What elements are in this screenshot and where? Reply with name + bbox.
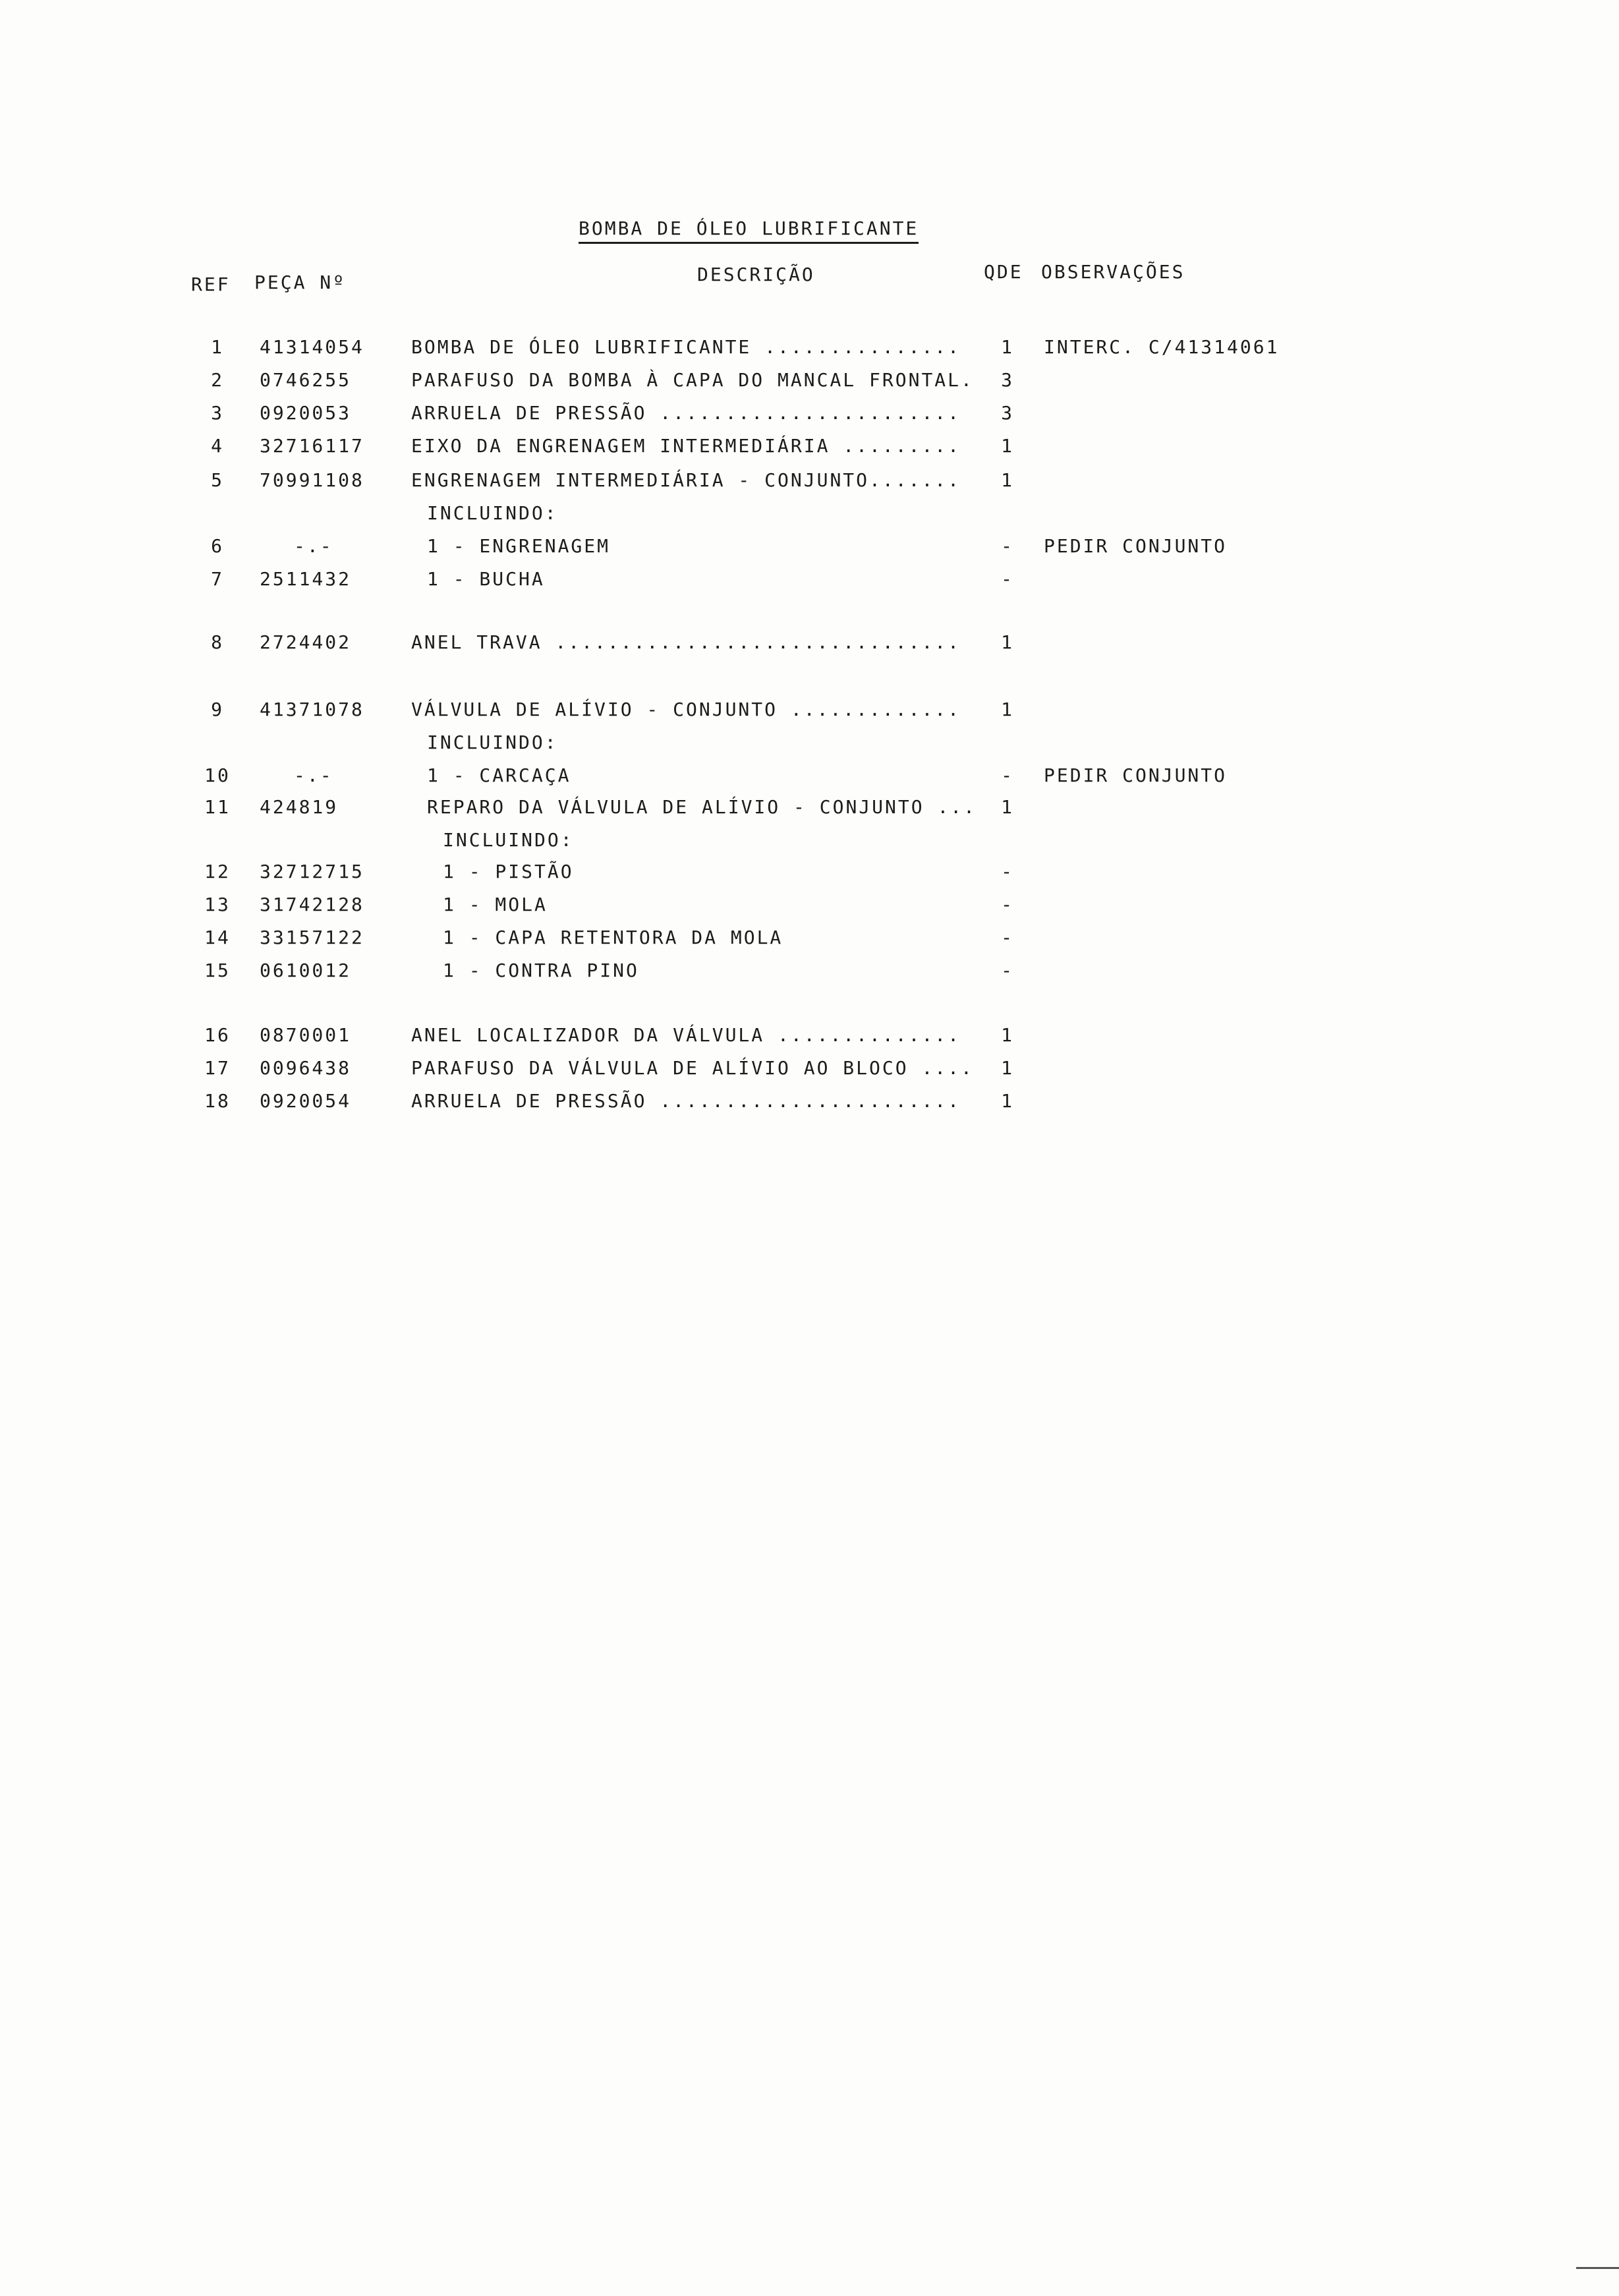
page-edge-mark bbox=[1576, 2267, 1619, 2269]
cell-descricao: INCLUINDO: bbox=[427, 732, 558, 753]
cell-peca: 2511432 bbox=[260, 568, 352, 590]
cell-peca: 0096438 bbox=[260, 1057, 352, 1079]
cell-peca: 0920054 bbox=[260, 1090, 352, 1112]
cell-peca: 33157122 bbox=[260, 927, 364, 948]
cell-qde: - bbox=[1001, 861, 1014, 882]
cell-peca: 0746255 bbox=[260, 369, 352, 391]
table-row bbox=[0, 927, 1619, 953]
cell-descricao: 1 - CONTRA PINO bbox=[443, 960, 639, 981]
table-row bbox=[0, 369, 1619, 395]
cell-qde: 1 bbox=[1001, 1090, 1014, 1112]
cell-descricao: EIXO DA ENGRENAGEM INTERMEDIÁRIA ......... bbox=[411, 435, 961, 457]
table-row bbox=[0, 435, 1619, 461]
cell-ref: 1 bbox=[211, 336, 224, 358]
cell-peca: 41314054 bbox=[260, 336, 364, 358]
column-header-qde: QDE bbox=[984, 261, 1023, 283]
cell-descricao: ARRUELA DE PRESSÃO ....................... bbox=[411, 1090, 961, 1112]
cell-observacoes: PEDIR CONJUNTO bbox=[1044, 764, 1228, 786]
table-row bbox=[0, 796, 1619, 822]
table-row bbox=[0, 1057, 1619, 1083]
cell-ref: 7 bbox=[211, 568, 224, 590]
cell-qde: 1 bbox=[1001, 469, 1014, 491]
table-row bbox=[0, 469, 1619, 496]
cell-qde: 1 bbox=[1001, 336, 1014, 358]
cell-descricao: ARRUELA DE PRESSÃO ....................... bbox=[411, 402, 961, 424]
cell-descricao: 1 - PISTÃO bbox=[443, 861, 574, 882]
cell-descricao: PARAFUSO DA VÁLVULA DE ALÍVIO AO BLOCO .... bbox=[411, 1057, 974, 1079]
cell-ref: 4 bbox=[211, 435, 224, 457]
cell-qde: - bbox=[1001, 960, 1014, 981]
cell-descricao: 1 - MOLA bbox=[443, 894, 548, 915]
table-row bbox=[0, 960, 1619, 986]
cell-descricao: BOMBA DE ÓLEO LUBRIFICANTE ............... bbox=[411, 336, 961, 358]
cell-ref: 14 bbox=[204, 927, 231, 948]
cell-descricao: 1 - CAPA RETENTORA DA MOLA bbox=[443, 927, 783, 948]
table-row bbox=[0, 1090, 1619, 1116]
cell-qde: - bbox=[1001, 894, 1014, 915]
cell-descricao: 1 - ENGRENAGEM bbox=[427, 535, 611, 557]
document-title: BOMBA DE ÓLEO LUBRIFICANTE bbox=[579, 217, 919, 244]
cell-qde: 3 bbox=[1001, 402, 1014, 424]
cell-descricao: ENGRENAGEM INTERMEDIÁRIA - CONJUNTO....... bbox=[411, 469, 961, 491]
cell-peca: 31742128 bbox=[260, 894, 364, 915]
table-row bbox=[0, 568, 1619, 594]
column-header-observacoes: OBSERVAÇÕES bbox=[1041, 261, 1185, 283]
cell-peca: 32716117 bbox=[260, 435, 364, 457]
table-row bbox=[0, 861, 1619, 887]
cell-ref: 11 bbox=[204, 796, 231, 818]
cell-qde: - bbox=[1001, 764, 1014, 786]
cell-qde: 1 bbox=[1001, 631, 1014, 653]
cell-peca: -.- bbox=[294, 764, 333, 786]
table-row bbox=[0, 894, 1619, 920]
cell-ref: 16 bbox=[204, 1024, 231, 1046]
cell-descricao: VÁLVULA DE ALÍVIO - CONJUNTO ............. bbox=[411, 699, 961, 720]
cell-descricao: 1 - CARCAÇA bbox=[427, 764, 571, 786]
cell-ref: 3 bbox=[211, 402, 224, 424]
column-header-descricao: DESCRIÇÃO bbox=[697, 264, 815, 285]
cell-ref: 17 bbox=[204, 1057, 231, 1079]
cell-qde: 3 bbox=[1001, 369, 1014, 391]
table-row bbox=[0, 631, 1619, 658]
cell-peca: 70991108 bbox=[260, 469, 364, 491]
cell-descricao: ANEL LOCALIZADOR DA VÁLVULA .............. bbox=[411, 1024, 961, 1046]
cell-descricao: REPARO DA VÁLVULA DE ALÍVIO - CONJUNTO ... bbox=[427, 796, 977, 818]
cell-descricao: INCLUINDO: bbox=[443, 829, 574, 851]
cell-ref: 6 bbox=[211, 535, 224, 557]
cell-descricao: PARAFUSO DA BOMBA À CAPA DO MANCAL FRONTAL. bbox=[411, 369, 974, 391]
table-row bbox=[0, 829, 1619, 855]
cell-ref: 2 bbox=[211, 369, 224, 391]
cell-peca: -.- bbox=[294, 535, 333, 557]
cell-observacoes: PEDIR CONJUNTO bbox=[1044, 535, 1228, 557]
cell-ref: 18 bbox=[204, 1090, 231, 1112]
cell-peca: 0870001 bbox=[260, 1024, 352, 1046]
table-row bbox=[0, 535, 1619, 561]
table-row bbox=[0, 336, 1619, 362]
table-row bbox=[0, 732, 1619, 758]
cell-descricao: 1 - BUCHA bbox=[427, 568, 545, 590]
cell-peca: 424819 bbox=[260, 796, 339, 818]
cell-qde: 1 bbox=[1001, 1024, 1014, 1046]
cell-qde: - bbox=[1001, 927, 1014, 948]
cell-qde: 1 bbox=[1001, 699, 1014, 720]
cell-peca: 0920053 bbox=[260, 402, 352, 424]
table-row bbox=[0, 402, 1619, 428]
table-row bbox=[0, 699, 1619, 725]
column-header-ref: REF bbox=[191, 273, 231, 295]
cell-ref: 5 bbox=[211, 469, 224, 491]
cell-peca: 32712715 bbox=[260, 861, 364, 882]
cell-ref: 10 bbox=[204, 764, 231, 786]
cell-ref: 9 bbox=[211, 699, 224, 720]
cell-descricao: INCLUINDO: bbox=[427, 502, 558, 524]
cell-descricao: ANEL TRAVA ............................... bbox=[411, 631, 961, 653]
cell-peca: 0610012 bbox=[260, 960, 352, 981]
column-header-peca: PEÇA Nº bbox=[254, 272, 347, 293]
cell-qde: 1 bbox=[1001, 435, 1014, 457]
cell-qde: 1 bbox=[1001, 1057, 1014, 1079]
cell-qde: - bbox=[1001, 535, 1014, 557]
cell-ref: 12 bbox=[204, 861, 231, 882]
cell-ref: 13 bbox=[204, 894, 231, 915]
cell-ref: 8 bbox=[211, 631, 224, 653]
cell-peca: 41371078 bbox=[260, 699, 364, 720]
cell-ref: 15 bbox=[204, 960, 231, 981]
cell-qde: 1 bbox=[1001, 796, 1014, 818]
cell-peca: 2724402 bbox=[260, 631, 352, 653]
table-row bbox=[0, 764, 1619, 791]
cell-observacoes: INTERC. C/41314061 bbox=[1044, 336, 1280, 358]
cell-qde: - bbox=[1001, 568, 1014, 590]
table-row bbox=[0, 502, 1619, 529]
table-row bbox=[0, 1024, 1619, 1050]
